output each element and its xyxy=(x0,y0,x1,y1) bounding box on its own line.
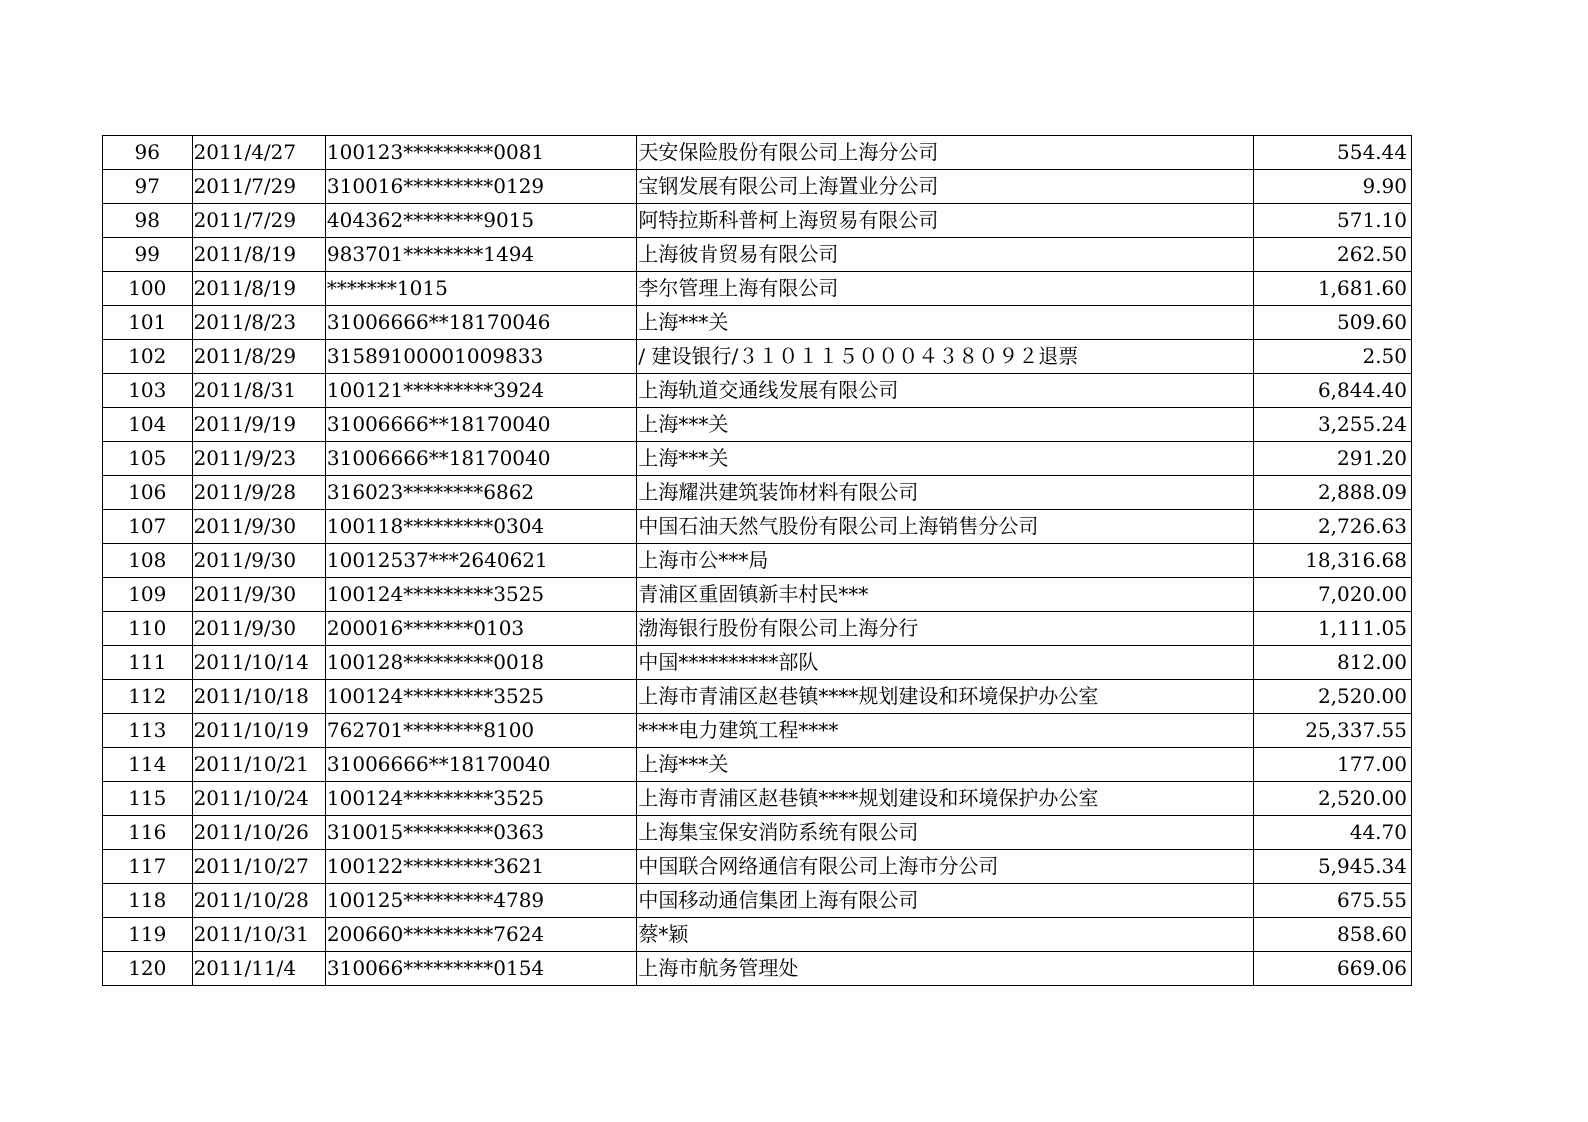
account-cell: 31006666**18170040 xyxy=(325,748,636,782)
date-cell: 2011/9/30 xyxy=(192,510,325,544)
date-cell: 2011/10/21 xyxy=(192,748,325,782)
table-row xyxy=(103,544,1412,578)
date-cell: 2011/8/29 xyxy=(192,340,325,374)
table-row xyxy=(103,748,1412,782)
row-number: 109 xyxy=(103,578,193,612)
row-number: 110 xyxy=(103,612,193,646)
amount-cell: 1,681.60 xyxy=(1254,272,1412,306)
date-cell: 2011/10/28 xyxy=(192,884,325,918)
payee-name-cell: 上海***关 xyxy=(637,306,1254,340)
payee-name-cell: 青浦区重固镇新丰村民*** xyxy=(637,578,1254,612)
row-number: 97 xyxy=(103,170,193,204)
date-cell: 2011/8/31 xyxy=(192,374,325,408)
account-cell: 31006666**18170046 xyxy=(325,306,636,340)
date-cell: 2011/9/30 xyxy=(192,578,325,612)
payee-name-cell: 中国石油天然气股份有限公司上海销售分公司 xyxy=(637,510,1254,544)
account-cell: 100123*********0081 xyxy=(325,136,636,170)
payee-name-cell: 蔡*颖 xyxy=(637,918,1254,952)
date-cell: 2011/9/19 xyxy=(192,408,325,442)
payee-name-cell: 上海耀洪建筑装饰材料有限公司 xyxy=(637,476,1254,510)
table-row xyxy=(103,238,1412,272)
payee-name-cell: 上海市公***局 xyxy=(637,544,1254,578)
payee-name-cell: / 建设银行/３１０１１５０００４３８０９２退票 xyxy=(637,340,1254,374)
account-cell: 100122*********3621 xyxy=(325,850,636,884)
table-row xyxy=(103,714,1412,748)
table-row xyxy=(103,646,1412,680)
row-number: 106 xyxy=(103,476,193,510)
payee-name-cell: 渤海银行股份有限公司上海分行 xyxy=(637,612,1254,646)
account-cell: 10012537***2640621 xyxy=(325,544,636,578)
table-row xyxy=(103,170,1412,204)
row-number: 108 xyxy=(103,544,193,578)
row-number: 120 xyxy=(103,952,193,986)
date-cell: 2011/9/30 xyxy=(192,544,325,578)
date-cell: 2011/8/23 xyxy=(192,306,325,340)
table-row xyxy=(103,578,1412,612)
amount-cell: 669.06 xyxy=(1254,952,1412,986)
records-table-body xyxy=(103,136,1412,986)
account-cell: 762701********8100 xyxy=(325,714,636,748)
table-row xyxy=(103,340,1412,374)
payee-name-cell: 上海市青浦区赵巷镇****规划建设和环境保护办公室 xyxy=(637,782,1254,816)
table-row xyxy=(103,884,1412,918)
amount-cell: 554.44 xyxy=(1254,136,1412,170)
date-cell: 2011/11/4 xyxy=(192,952,325,986)
amount-cell: 675.55 xyxy=(1254,884,1412,918)
account-cell: 31006666**18170040 xyxy=(325,408,636,442)
records-table xyxy=(102,135,1412,986)
payee-name-cell: 上海***关 xyxy=(637,442,1254,476)
table-row xyxy=(103,918,1412,952)
account-cell: 100124*********3525 xyxy=(325,680,636,714)
date-cell: 2011/9/30 xyxy=(192,612,325,646)
table-row xyxy=(103,510,1412,544)
row-number: 105 xyxy=(103,442,193,476)
amount-cell: 571.10 xyxy=(1254,204,1412,238)
row-number: 104 xyxy=(103,408,193,442)
row-number: 113 xyxy=(103,714,193,748)
account-cell: 31006666**18170040 xyxy=(325,442,636,476)
payee-name-cell: 上海集宝保安消防系统有限公司 xyxy=(637,816,1254,850)
date-cell: 2011/10/14 xyxy=(192,646,325,680)
account-cell: 200016*******0103 xyxy=(325,612,636,646)
payee-name-cell: 中国联合网络通信有限公司上海市分公司 xyxy=(637,850,1254,884)
account-cell: 31589100001009833 xyxy=(325,340,636,374)
table-row xyxy=(103,612,1412,646)
payee-name-cell: 上海市青浦区赵巷镇****规划建设和环境保护办公室 xyxy=(637,680,1254,714)
account-cell: 404362********9015 xyxy=(325,204,636,238)
date-cell: 2011/10/19 xyxy=(192,714,325,748)
account-cell: 100118*********0304 xyxy=(325,510,636,544)
payee-name-cell: 中国**********部队 xyxy=(637,646,1254,680)
date-cell: 2011/10/24 xyxy=(192,782,325,816)
payee-name-cell: 上海***关 xyxy=(637,408,1254,442)
date-cell: 2011/7/29 xyxy=(192,204,325,238)
amount-cell: 18,316.68 xyxy=(1254,544,1412,578)
account-cell: *******1015 xyxy=(325,272,636,306)
payee-name-cell: 天安保险股份有限公司上海分公司 xyxy=(637,136,1254,170)
row-number: 116 xyxy=(103,816,193,850)
table-row xyxy=(103,272,1412,306)
table-row xyxy=(103,952,1412,986)
account-cell: 100128*********0018 xyxy=(325,646,636,680)
table-row xyxy=(103,442,1412,476)
row-number: 111 xyxy=(103,646,193,680)
row-number: 107 xyxy=(103,510,193,544)
amount-cell: 509.60 xyxy=(1254,306,1412,340)
table-row xyxy=(103,782,1412,816)
amount-cell: 2,520.00 xyxy=(1254,782,1412,816)
row-number: 98 xyxy=(103,204,193,238)
payee-name-cell: 上海彼肯贸易有限公司 xyxy=(637,238,1254,272)
amount-cell: 1,111.05 xyxy=(1254,612,1412,646)
payee-name-cell: 阿特拉斯科普柯上海贸易有限公司 xyxy=(637,204,1254,238)
amount-cell: 858.60 xyxy=(1254,918,1412,952)
date-cell: 2011/10/31 xyxy=(192,918,325,952)
date-cell: 2011/8/19 xyxy=(192,238,325,272)
amount-cell: 44.70 xyxy=(1254,816,1412,850)
table-row xyxy=(103,374,1412,408)
date-cell: 2011/8/19 xyxy=(192,272,325,306)
row-number: 119 xyxy=(103,918,193,952)
table-row xyxy=(103,816,1412,850)
row-number: 101 xyxy=(103,306,193,340)
account-cell: 983701********1494 xyxy=(325,238,636,272)
row-number: 117 xyxy=(103,850,193,884)
payee-name-cell: 中国移动通信集团上海有限公司 xyxy=(637,884,1254,918)
amount-cell: 5,945.34 xyxy=(1254,850,1412,884)
row-number: 99 xyxy=(103,238,193,272)
row-number: 115 xyxy=(103,782,193,816)
table-row xyxy=(103,408,1412,442)
payee-name-cell: 宝钢发展有限公司上海置业分公司 xyxy=(637,170,1254,204)
account-cell: 310066*********0154 xyxy=(325,952,636,986)
amount-cell: 25,337.55 xyxy=(1254,714,1412,748)
amount-cell: 6,844.40 xyxy=(1254,374,1412,408)
account-cell: 100124*********3525 xyxy=(325,578,636,612)
amount-cell: 2,726.63 xyxy=(1254,510,1412,544)
date-cell: 2011/9/28 xyxy=(192,476,325,510)
amount-cell: 9.90 xyxy=(1254,170,1412,204)
account-cell: 200660*********7624 xyxy=(325,918,636,952)
amount-cell: 7,020.00 xyxy=(1254,578,1412,612)
payee-name-cell: 上海市航务管理处 xyxy=(637,952,1254,986)
amount-cell: 3,255.24 xyxy=(1254,408,1412,442)
table-row xyxy=(103,204,1412,238)
payee-name-cell: ****电力建筑工程**** xyxy=(637,714,1254,748)
account-cell: 100124*********3525 xyxy=(325,782,636,816)
payee-name-cell: 李尔管理上海有限公司 xyxy=(637,272,1254,306)
amount-cell: 2.50 xyxy=(1254,340,1412,374)
amount-cell: 291.20 xyxy=(1254,442,1412,476)
account-cell: 100125*********4789 xyxy=(325,884,636,918)
table-row xyxy=(103,136,1412,170)
table-row xyxy=(103,476,1412,510)
table-row xyxy=(103,306,1412,340)
amount-cell: 2,520.00 xyxy=(1254,680,1412,714)
account-cell: 100121*********3924 xyxy=(325,374,636,408)
account-cell: 310016*********0129 xyxy=(325,170,636,204)
date-cell: 2011/7/29 xyxy=(192,170,325,204)
row-number: 102 xyxy=(103,340,193,374)
date-cell: 2011/10/26 xyxy=(192,816,325,850)
row-number: 100 xyxy=(103,272,193,306)
amount-cell: 2,888.09 xyxy=(1254,476,1412,510)
amount-cell: 177.00 xyxy=(1254,748,1412,782)
date-cell: 2011/10/27 xyxy=(192,850,325,884)
row-number: 112 xyxy=(103,680,193,714)
date-cell: 2011/9/23 xyxy=(192,442,325,476)
date-cell: 2011/4/27 xyxy=(192,136,325,170)
amount-cell: 262.50 xyxy=(1254,238,1412,272)
payee-name-cell: 上海***关 xyxy=(637,748,1254,782)
table-row xyxy=(103,680,1412,714)
row-number: 118 xyxy=(103,884,193,918)
row-number: 103 xyxy=(103,374,193,408)
row-number: 114 xyxy=(103,748,193,782)
payee-name-cell: 上海轨道交通线发展有限公司 xyxy=(637,374,1254,408)
amount-cell: 812.00 xyxy=(1254,646,1412,680)
row-number: 96 xyxy=(103,136,193,170)
table-row xyxy=(103,850,1412,884)
date-cell: 2011/10/18 xyxy=(192,680,325,714)
account-cell: 310015*********0363 xyxy=(325,816,636,850)
account-cell: 316023********6862 xyxy=(325,476,636,510)
